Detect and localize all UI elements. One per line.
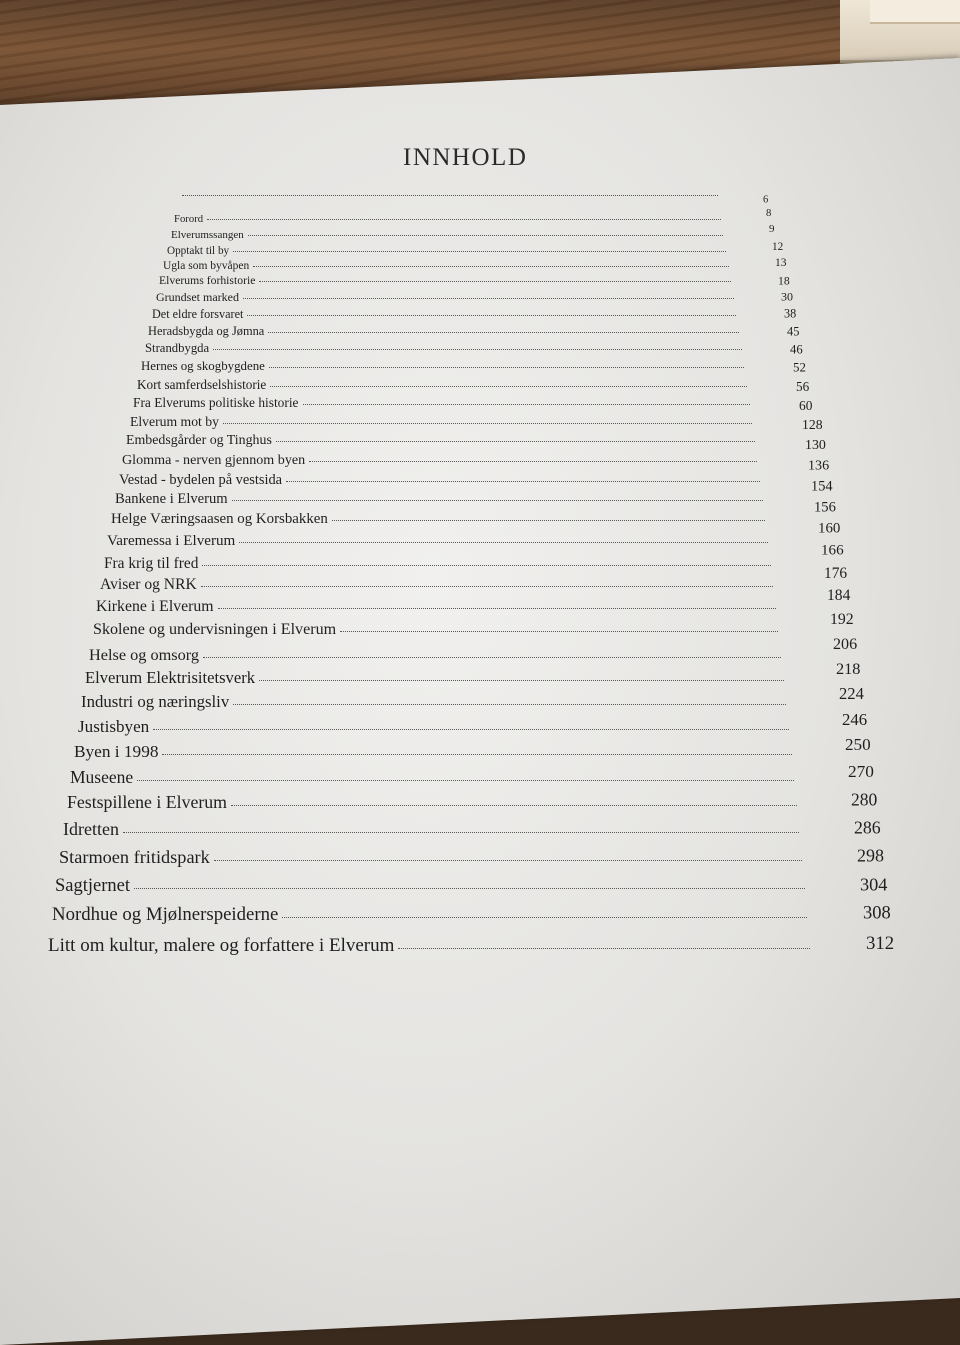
- toc-entry-title: Fra Elverums politiske historie: [133, 394, 299, 410]
- toc-page-number: 30: [781, 289, 793, 304]
- toc-page-number: 250: [845, 735, 871, 754]
- toc-entry-title: Opptakt til by: [167, 244, 230, 257]
- toc-page-number: 206: [833, 636, 858, 653]
- book-stack-edge-top: [870, 0, 960, 24]
- toc-page-number: 56: [796, 379, 810, 394]
- dot-leader: [213, 349, 742, 350]
- toc-page-number: 13: [775, 257, 787, 269]
- toc-entry-title: Det eldre forsvaret: [152, 306, 244, 321]
- dot-leader: [248, 235, 723, 236]
- toc-entry-title: Elverum Elektrisitetsverk: [85, 668, 256, 688]
- toc-entry: [178, 197, 722, 198]
- toc-entry: [126, 433, 759, 449]
- dot-leader: [398, 948, 810, 949]
- toc-page-number: 9: [769, 223, 775, 235]
- toc-entry: [63, 819, 803, 840]
- dot-leader: [243, 298, 734, 299]
- toc-entry: [163, 260, 733, 272]
- toc-entry: [133, 395, 754, 411]
- toc-entry-title: Strandbygda: [145, 341, 210, 356]
- toc-entry-title: Justisbyen: [78, 716, 150, 736]
- dot-leader: [123, 832, 799, 833]
- toc-entry: [167, 245, 730, 257]
- dot-leader: [207, 219, 721, 220]
- toc-page-number: 246: [842, 710, 868, 729]
- toc-page-number: 45: [787, 324, 800, 339]
- toc-entry-title: Bankene i Elverum: [115, 491, 228, 508]
- toc-entry-title: Aviser og NRK: [100, 576, 197, 594]
- toc-page-number: 166: [821, 542, 844, 559]
- dot-leader: [153, 729, 789, 730]
- toc-entry-title: Embedsgårder og Tinghus: [126, 433, 272, 449]
- toc-page-number: 156: [814, 499, 836, 516]
- dot-leader: [218, 608, 776, 609]
- toc-page-number: 136: [808, 457, 830, 474]
- dot-leader: [203, 657, 781, 658]
- toc-entry: [145, 341, 746, 356]
- toc-entry-title: Elverum mot by: [130, 414, 219, 430]
- toc-entry-title: Byen i 1998: [74, 741, 159, 761]
- dot-leader: [232, 500, 763, 501]
- dot-leader: [332, 520, 765, 521]
- toc-entry-title: Hernes og skogbygdene: [141, 359, 265, 374]
- toc-page-number: 8: [766, 207, 772, 219]
- toc-entry: [111, 511, 769, 528]
- toc-entry: [55, 876, 809, 897]
- toc-page-number: 312: [866, 933, 895, 954]
- toc-entry: [59, 847, 806, 868]
- toc-page-number: 160: [818, 520, 841, 537]
- dot-leader: [259, 680, 784, 681]
- dot-leader: [223, 423, 752, 424]
- toc-entry-title: Nordhue og Mjølnerspeiderne: [52, 904, 279, 926]
- toc-entry-title: Glomma - nerven gjennom byen: [122, 451, 306, 468]
- dot-leader: [286, 481, 760, 482]
- toc-page-number: 192: [830, 611, 854, 628]
- toc-entry: [107, 533, 772, 550]
- dot-leader: [270, 386, 747, 387]
- toc-entry: [96, 598, 780, 616]
- toc-entry: [152, 307, 740, 322]
- toc-entry: [78, 717, 793, 737]
- toc-page-number: 6: [763, 194, 769, 206]
- dot-leader: [253, 266, 729, 267]
- toc-entry-title: Festspillene i Elverum: [67, 792, 228, 813]
- toc-entry: [81, 692, 790, 712]
- toc-page-number: 128: [802, 417, 823, 432]
- toc-entry-title: Elverumssangen: [171, 229, 244, 241]
- toc-page-number: 12: [772, 241, 784, 253]
- toc-page-number: 130: [805, 438, 826, 453]
- toc-entry: [89, 645, 785, 665]
- toc-entry: [67, 792, 801, 813]
- toc-entry-title: Grundset marked: [156, 290, 239, 304]
- toc-page-number: 224: [839, 684, 864, 703]
- dot-leader: [247, 315, 736, 316]
- toc-entry-title: Vestad - bydelen på vestsida: [119, 471, 283, 488]
- dot-leader: [340, 631, 778, 632]
- toc-entry: [52, 904, 811, 926]
- toc-entry-title: Ugla som byvåpen: [163, 259, 250, 272]
- dot-leader: [214, 860, 802, 861]
- toc-entry-title: Fra krig til fred: [104, 554, 199, 572]
- dot-leader: [309, 461, 757, 462]
- toc-page-number: 154: [811, 478, 833, 495]
- toc-entry: [171, 229, 727, 241]
- toc-entry-title: Elverums forhistorie: [159, 274, 256, 288]
- dot-leader: [231, 805, 797, 806]
- dot-leader: [276, 441, 755, 442]
- toc-entry-title: Starmoen fritidspark: [59, 846, 210, 867]
- toc-entry-title: Varemessa i Elverum: [107, 532, 236, 549]
- toc-entry-title: Heradsbygda og Jømna: [148, 323, 265, 338]
- dot-leader: [134, 888, 805, 889]
- dot-leader: [233, 251, 726, 252]
- toc-page-number: 280: [851, 789, 878, 810]
- toc-entry-title: Sagtjernet: [55, 875, 131, 896]
- toc-entry: [122, 452, 761, 469]
- toc-entry: [137, 377, 751, 393]
- toc-entry: [85, 668, 788, 688]
- toc-entry: [130, 414, 756, 430]
- toc-title: INNHOLD: [403, 144, 528, 171]
- toc-entry: [74, 742, 796, 762]
- dot-leader: [269, 367, 744, 368]
- dot-leader: [239, 542, 768, 543]
- toc-page-number: 304: [860, 874, 888, 895]
- toc-entry: [115, 491, 767, 508]
- dot-leader: [137, 780, 794, 781]
- toc-page-number: 60: [799, 398, 813, 413]
- toc-page-number: 270: [848, 762, 874, 781]
- dot-leader: [201, 586, 773, 587]
- dot-leader: [282, 917, 807, 918]
- toc-entry: [141, 359, 748, 374]
- toc-entry: [93, 621, 782, 639]
- toc-entry: [156, 290, 738, 305]
- toc-entry: [104, 555, 775, 573]
- dot-leader: [268, 332, 739, 333]
- toc-entry-title: Helge Væringsaasen og Korsbakken: [111, 511, 328, 528]
- toc-entry-title: Kort samferdselshistorie: [137, 376, 267, 392]
- toc-entry-title: Litt om kultur, malere og forfattere i Elverum: [48, 935, 395, 956]
- toc-page-number: 176: [824, 565, 848, 582]
- toc-page-number: 46: [790, 342, 803, 357]
- toc-entry-title: Skolene og undervisningen i Elverum: [93, 620, 337, 638]
- dot-leader: [303, 404, 751, 405]
- toc-entry: [48, 935, 814, 957]
- toc-entry: [174, 213, 725, 225]
- toc-entry: [148, 324, 743, 339]
- toc-entry: [159, 274, 735, 287]
- toc-entry: [70, 767, 798, 788]
- toc-entry-title: Idretten: [63, 819, 119, 839]
- dot-leader: [162, 754, 792, 755]
- toc-page-number: 18: [778, 274, 790, 288]
- toc-entry-title: Museene: [70, 766, 134, 787]
- toc-page-number: 286: [854, 817, 881, 838]
- dot-leader: [233, 704, 786, 705]
- toc-page-number: 298: [857, 845, 884, 866]
- dot-leader: [182, 195, 718, 196]
- toc-entry-title: Kirkene i Elverum: [96, 598, 214, 616]
- toc-entry-title: Helse og omsorg: [89, 644, 200, 664]
- toc-entry-title: Forord: [174, 213, 204, 226]
- toc-entry: [100, 576, 777, 594]
- dot-leader: [202, 565, 771, 566]
- toc-page-number: 308: [863, 903, 891, 924]
- toc-page-number: 52: [793, 360, 806, 375]
- toc-entry-title: Industri og næringsliv: [81, 692, 230, 712]
- toc-page-number: 184: [827, 587, 851, 604]
- toc-page-number: 38: [784, 306, 797, 321]
- dot-leader: [259, 281, 731, 282]
- toc-page-number: 218: [836, 659, 861, 678]
- toc-entry: [119, 472, 764, 489]
